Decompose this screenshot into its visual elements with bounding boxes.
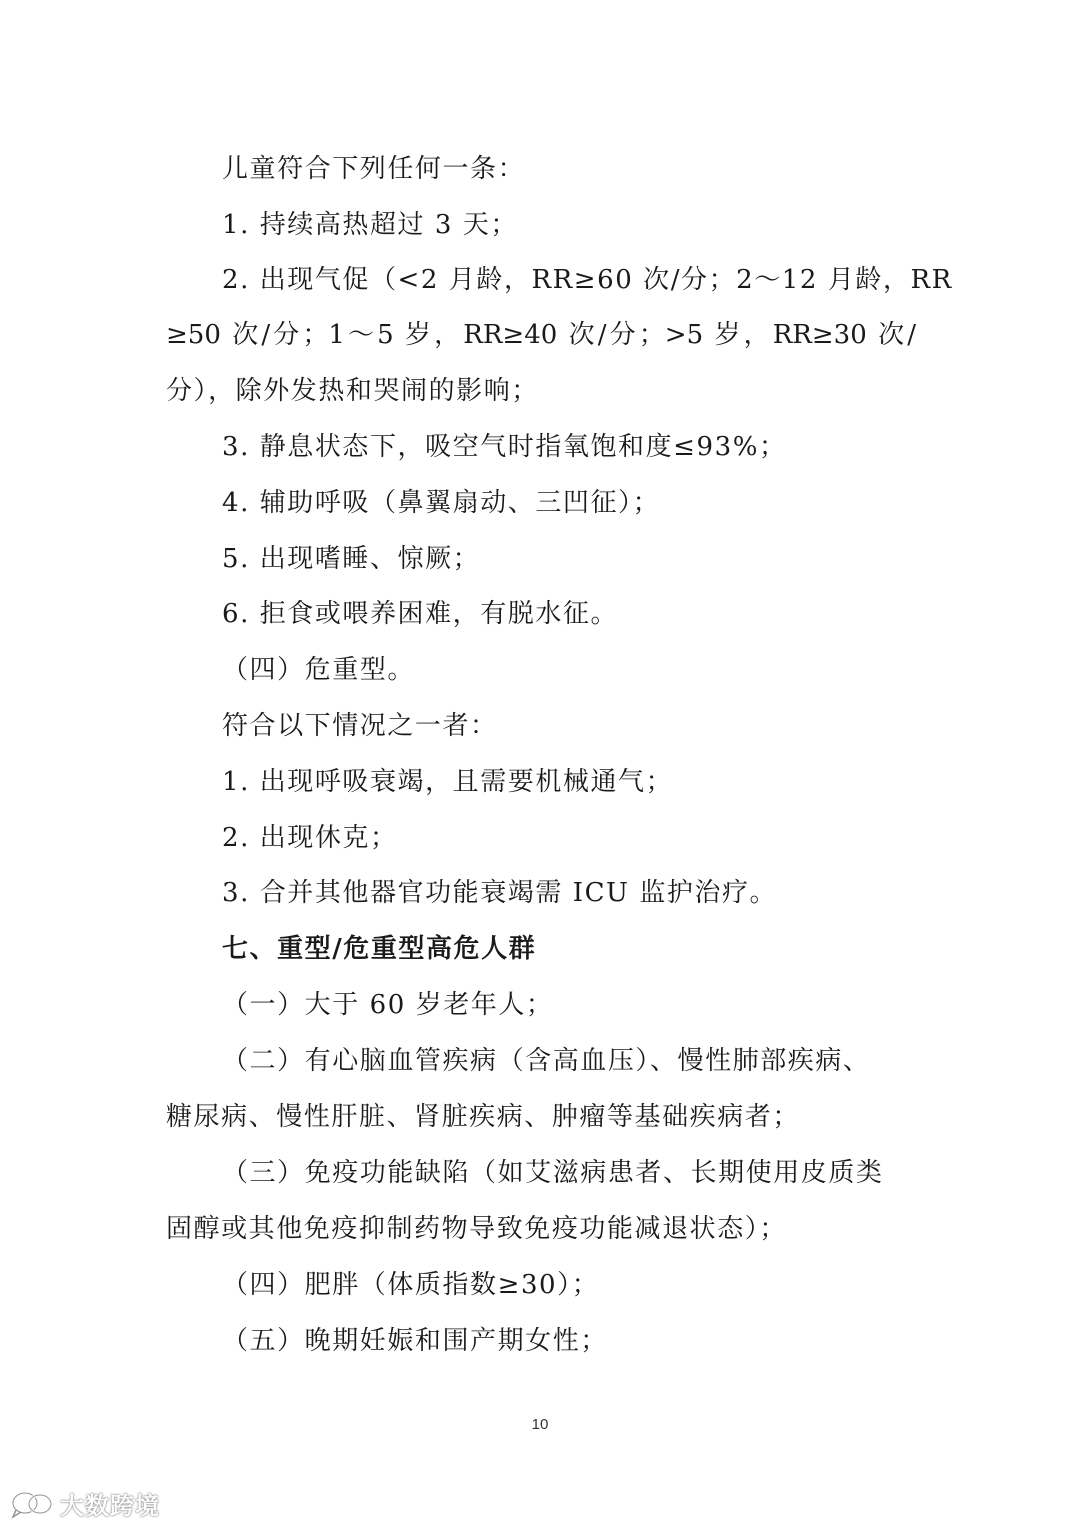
paragraph-line: 5. 出现嗜睡、惊厥； (222, 544, 481, 574)
paragraph-line: 2. 出现气促（<2 月龄，RR≥60 次/分；2～12 月龄，RR (222, 265, 953, 295)
page-number: 10 (531, 1416, 549, 1433)
paragraph-line: 符合以下情况之一者： (222, 711, 498, 741)
watermark-text: 大数跨境 (60, 1492, 160, 1520)
section-heading: 七、重型/危重型高危人群 (222, 934, 537, 964)
chat-bubbles-logo-icon (10, 1489, 54, 1519)
paragraph-line: （四）肥胖（体质指数≥30）； (222, 1270, 600, 1300)
paragraph-line: 分），除外发热和哭闹的影响； (166, 376, 539, 406)
paragraph-line: 儿童符合下列任何一条： (222, 154, 526, 184)
paragraph-line: 固醇或其他免疫抑制药物导致免疫功能减退状态）； (166, 1214, 787, 1244)
paragraph-line: 1. 出现呼吸衰竭，且需要机械通气； (222, 767, 674, 797)
paragraph-line: （二）有心脑血管疾病（含高血压）、慢性肺部疾病、 (222, 1046, 871, 1076)
paragraph-line: 3. 合并其他器官功能衰竭需 ICU 监护治疗。 (222, 878, 778, 908)
paragraph-line: 6. 拒食或喂养困难，有脱水征。 (222, 599, 619, 629)
paragraph-line: （一）大于 60 岁老年人； (222, 990, 554, 1020)
subsection-heading: （四）危重型。 (222, 655, 415, 685)
paragraph-line: 1. 持续高热超过 3 天； (222, 210, 518, 240)
paragraph-line: ≥50 次/分；1～5 岁，RR≥40 次/分；>5 岁，RR≥30 次/ (166, 320, 916, 350)
paragraph-line: （五）晚期妊娠和围产期女性； (222, 1326, 608, 1356)
paragraph-line: 4. 辅助呼吸（鼻翼扇动、三凹征）； (222, 488, 661, 518)
watermark (10, 1486, 160, 1521)
paragraph-line: 2. 出现休克； (222, 823, 398, 853)
paragraph-line: 糖尿病、慢性肝脏、肾脏疾病、肿瘤等基础疾病者； (166, 1102, 800, 1132)
paragraph-line: 3. 静息状态下，吸空气时指氧饱和度≤93%； (222, 432, 787, 462)
paragraph-line: （三）免疫功能缺陷（如艾滋病患者、长期使用皮质类 (222, 1158, 884, 1188)
